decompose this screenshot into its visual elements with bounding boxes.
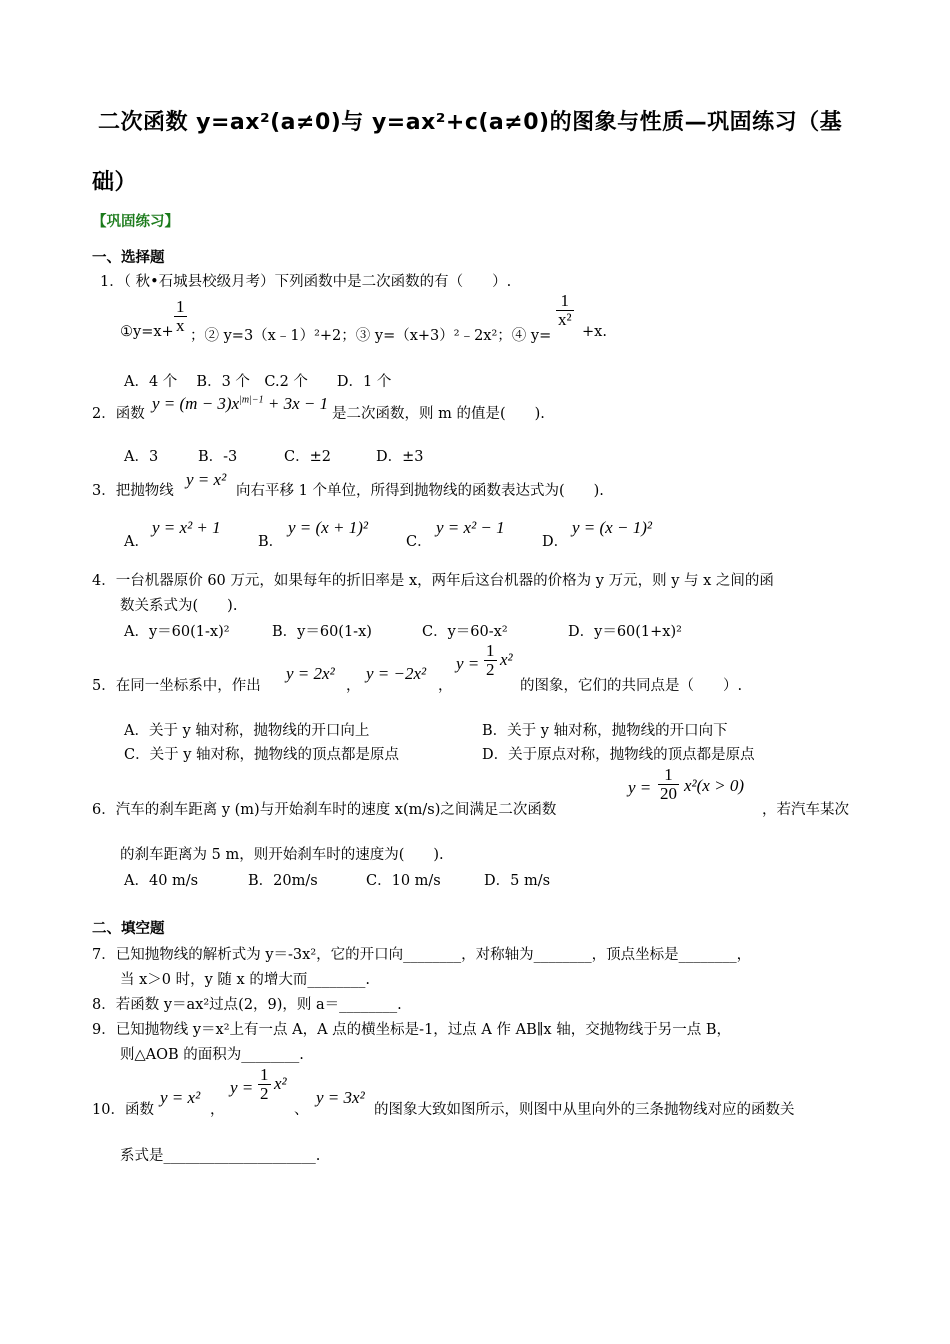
q5-formula-2: y = −2x² <box>366 664 427 683</box>
q10-f2-post: x² <box>274 1074 287 1093</box>
q3-option-b-label: B． <box>258 534 284 550</box>
q1-stem: 1．（ 秋•石城县校级月考）下列函数中是二次函数的有（ ）. <box>100 274 512 290</box>
q10-f2-numerator: 1 <box>260 1065 269 1084</box>
q5-option-a: A．关于 y 轴对称，抛物线的开口向上 <box>124 723 370 739</box>
q9-line1: 9．已知抛物线 y＝x²上有一点 A，A 点的横坐标是-1，过点 A 作 AB∥x 轴，交抛物线于另一点 B， <box>92 1022 731 1038</box>
q10-f2-denominator: 2 <box>260 1083 269 1103</box>
q3-option-a-formula: y = x² + 1 <box>152 518 221 537</box>
q5-f3-numerator: 1 <box>486 641 495 660</box>
q4-option-a: A．y＝60(1-x)² <box>124 624 230 640</box>
q6-fraction <box>658 766 679 803</box>
q2-option-b: B．-3 <box>198 449 238 465</box>
q10-f2-pre: y = <box>230 1078 254 1097</box>
q6-option-b: B．20m/s <box>248 873 318 889</box>
page-title-line2: 础） <box>92 170 138 195</box>
q6-option-a: A．40 m/s <box>124 873 199 889</box>
q1-f1-denominator: x <box>176 315 185 335</box>
q2-suffix: 是二次函数，则 m 的值是( ). <box>332 406 545 422</box>
q5-option-b: B．关于 y 轴对称，抛物线的开口向下 <box>482 723 728 739</box>
q10-formula-1: y = x² <box>160 1088 201 1107</box>
q3-option-d-formula: y = (x − 1)² <box>572 518 652 537</box>
page-title-line1: 二次函数 y=ax²(a≠0)与 y=ax²+c(a≠0)的图象与性质—巩固练习（基 <box>98 110 843 135</box>
q7-line2: 当 x＞0 时，y 随 x 的增大而________. <box>120 972 370 988</box>
q10-formula-3: y = 3x² <box>316 1088 365 1107</box>
q3-prefix: 3．把抛物线 <box>92 483 174 499</box>
q6-prefix: 6．汽车的刹车距离 y (m)与开始刹车时的速度 x(m/s)之间满足二次函数 <box>92 802 557 818</box>
q5-option-d: D．关于原点对称，抛物线的顶点都是原点 <box>482 747 755 763</box>
q2-prefix: 2．函数 <box>92 406 145 422</box>
q6-suffix: ，若汽车某次 <box>762 802 849 818</box>
q10-sep-2: 、 <box>294 1102 309 1118</box>
q4-option-d: D．y＝60(1+x)² <box>568 624 682 640</box>
q1-f4-numerator: 1 <box>556 292 574 311</box>
q4-line1: 4．一台机器原价 60 万元，如果每年的折旧率是 x，两年后这台机器的价格为 y 万元，则 y 与 x 之间的函 <box>92 573 774 589</box>
q5-comma-2: ， <box>438 678 453 694</box>
q5-suffix: 的图象，它们的共同点是（ ）. <box>520 678 743 694</box>
q3-option-b-formula: y = (x + 1)² <box>288 518 368 537</box>
q5-comma-1: ， <box>346 678 361 694</box>
q4-option-b: B．y＝60(1-x) <box>272 624 372 640</box>
q1-fraction-4 <box>556 292 574 329</box>
q10-prefix: 10．函数 <box>92 1102 154 1118</box>
q10-sep-1: ， <box>210 1102 225 1118</box>
q1-f4-denominator: x² <box>558 309 572 329</box>
section-multiple-choice: 一、选择题 <box>92 250 165 266</box>
q5-f3-post: x² <box>500 650 513 669</box>
q2-formula-tail: + 3x − 1 <box>263 394 329 413</box>
q1-part-b: ；② y=3（x﹣1）²+2；③ y=（x+3）²﹣2x²；④ y= <box>190 328 552 344</box>
section-fill-in: 二、填空题 <box>92 921 165 937</box>
q5-f3-fraction <box>484 642 497 679</box>
q6-numerator: 1 <box>658 766 679 785</box>
q3-option-d-label: D． <box>542 534 569 550</box>
q6-denominator: 20 <box>660 783 677 803</box>
q5-f3-pre: y = <box>456 654 480 673</box>
practice-tag: 【巩固练习】 <box>92 214 179 230</box>
q8-text: 8．若函数 y＝ax²过点(2，9)，则 a＝________. <box>92 997 402 1013</box>
q4-option-c: C．y＝60-x² <box>422 624 508 640</box>
q1-options: A．4 个 B．3 个 C.2 个 D．1 个 <box>124 374 392 390</box>
q5-f3-denominator: 2 <box>486 659 495 679</box>
q6-f-post: x²(x > 0) <box>684 776 744 795</box>
q1-f1-numerator: 1 <box>176 297 185 316</box>
q2-option-c: C．±2 <box>284 449 331 465</box>
q6-option-d: D．5 m/s <box>484 873 551 889</box>
q6-f-pre: y = <box>628 778 652 797</box>
q9-line2: 则△AOB 的面积为________. <box>120 1047 304 1063</box>
q1-fraction-1 <box>174 298 187 335</box>
q3-formula: y = x² <box>186 470 227 489</box>
q7-line1: 7．已知抛物线的解析式为 y＝-3x²，它的开口向________，对称轴为________，顶点坐标是________， <box>92 947 752 963</box>
q3-option-c-formula: y = x² − 1 <box>436 518 505 537</box>
q5-option-c: C．关于 y 轴对称，抛物线的顶点都是原点 <box>124 747 400 763</box>
q2-formula <box>152 394 328 414</box>
q1-part-c: +x. <box>582 324 607 340</box>
q10-line2: 系式是_____________________. <box>120 1148 321 1164</box>
q6-line2: 的刹车距离为 5 m，则开始刹车时的速度为( ). <box>120 847 444 863</box>
q6-option-c: C．10 m/s <box>366 873 441 889</box>
q3-option-c-label: C． <box>406 534 432 550</box>
q1-part-a: ①y=x+ <box>120 324 174 340</box>
q10-suffix: 的图象大致如图所示，则图中从里向外的三条抛物线对应的函数关 <box>374 1102 795 1118</box>
q5-formula-1: y = 2x² <box>286 664 335 683</box>
q10-f2-fraction <box>258 1066 271 1103</box>
q2-formula-main: y = (m − 3)x <box>152 394 240 413</box>
q2-option-a: A．3 <box>124 449 159 465</box>
q3-suffix: 向右平移 1 个单位，所得到抛物线的函数表达式为( ). <box>236 483 604 499</box>
q5-prefix: 5．在同一坐标系中，作出 <box>92 678 261 694</box>
q3-option-a-label: A． <box>124 534 149 550</box>
q2-option-d: D．±3 <box>376 449 424 465</box>
q4-line2: 数关系式为( ). <box>120 598 238 614</box>
q2-formula-exponent: |m|−1 <box>239 394 264 406</box>
